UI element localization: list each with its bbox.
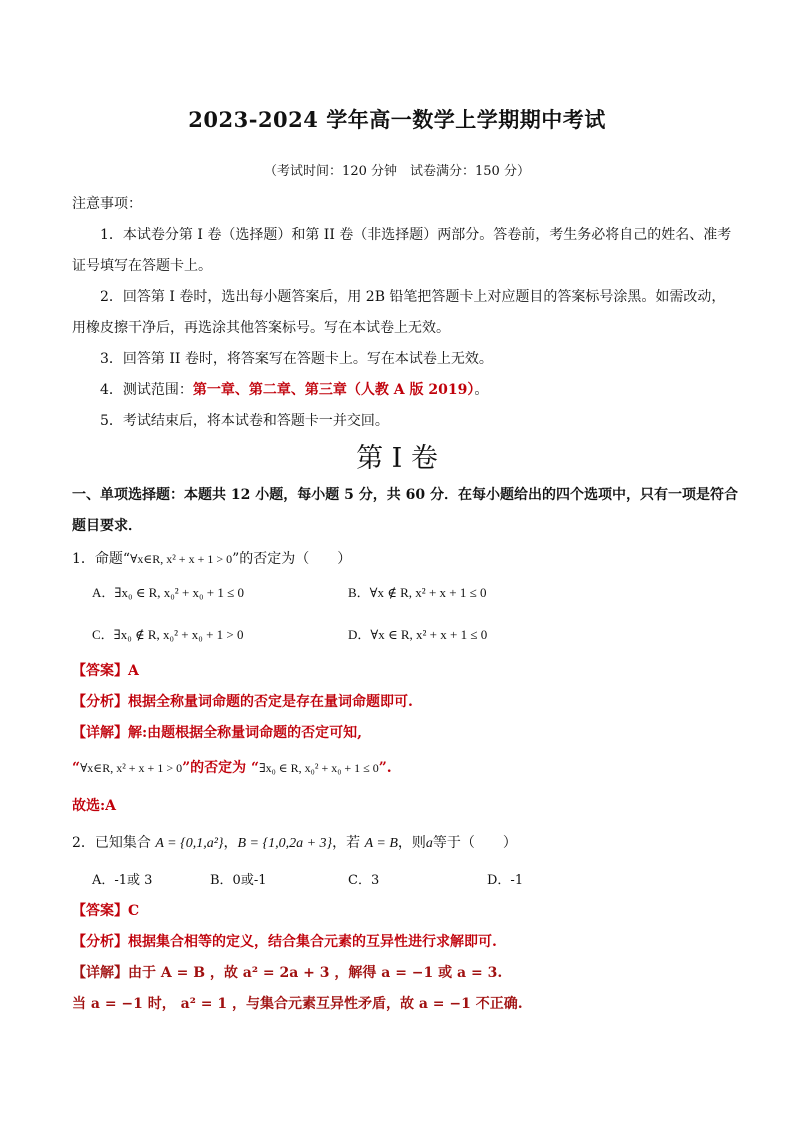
q2-stem-sep-1: ， — [223, 835, 238, 851]
q1-answer: 【答案】A — [72, 663, 139, 679]
q2-stem-sep-3: ，则 — [397, 835, 426, 851]
q1-detail-2-math-1: ∀x∈R, x² + x + 1 > 0 — [80, 761, 183, 775]
q2-option-b: B．0或-1 — [210, 873, 267, 888]
q1-detail: 【详解】解:由题根据全称量词命题的否定可知, — [72, 725, 363, 741]
notice-heading: 注意事项： — [72, 196, 142, 212]
q2-detail-2: 当 a = −1 时， a² = 1 ，与集合元素互异性矛盾，故 a = −1 不正确. — [72, 996, 523, 1012]
notice-item-4-prefix: 4．测试范围： — [100, 382, 193, 398]
q1-stem — [72, 548, 724, 568]
q2-variable: a — [425, 836, 433, 851]
q2-detail-1: 【详解】由于 A = B ，故 a² = 2a + 3 ，解得 a = −1 或 a = 3. — [72, 965, 503, 981]
page-title: 2023-2024 学年高一数学上学期期中考试 — [188, 107, 606, 132]
q2-option-a: A．-1或 3 — [92, 873, 153, 888]
notice-item-2-line-2: 用橡皮擦干净后，再选涂其他答案标号。写在本试卷上无效。 — [72, 320, 450, 336]
notice-item-3: 3．回答第 II 卷时，将答案写在答题卡上。写在本试卷上无效。 — [100, 351, 493, 367]
q1-stem-text: 1．命题“ — [72, 551, 131, 567]
q1-option-a: A．∃x₀ ∈ R, x₀² + x₀ + 1 ≤ 0 — [92, 585, 245, 600]
notice-item-2-line-1: 2．回答第 I 卷时，选出每小题答案后，用 2B 铅笔把答题卡上对应题目的答案标号涂黑。如需改动， — [100, 289, 726, 305]
q1-option-d: D．∀x ∈ R, x² + x + 1 ≤ 0 — [348, 627, 488, 642]
section-1-heading-line-2: 题目要求． — [72, 518, 142, 534]
section-1-heading-line-1: 一、单项选择题：本题共 12 小题，每小题 5 分，共 60 分．在每小题给出的四个选项中，只有一项是符合 — [72, 487, 738, 503]
notice-item-1-line-2: 证号填写在答题卡上。 — [72, 258, 212, 274]
q1-analysis: 【分析】根据全称量词命题的否定是存在量词命题即可. — [72, 694, 413, 710]
q2-stem-sep-2: ，若 — [332, 835, 365, 851]
q1-option-b: B．∀x ∉ R, x² + x + 1 ≤ 0 — [348, 585, 487, 600]
q2-stem-text: 2．已知集合 — [72, 835, 156, 851]
q1-detail-2-quote-close: ”. — [378, 760, 392, 776]
notice-item-1-line-1: 1．本试卷分第 I 卷（选择题）和第 II 卷（非选择题）两部分。答卷前，考生务必将自己的姓名、准考 — [100, 227, 732, 243]
notice-item-4-suffix: 。 — [474, 382, 489, 398]
q2-set-a: A = {0,1,a²} — [155, 836, 224, 851]
exam-time-info: （考试时间：120 分钟 试卷满分：150 分） — [264, 164, 530, 179]
q1-choice: 故选:A — [72, 798, 117, 814]
q2-option-c: C．3 — [348, 873, 380, 888]
q1-detail-2 — [72, 757, 724, 777]
test-scope: 第一章、第二章、第三章（人教 A 版 2019） — [192, 382, 475, 398]
q2-set-b: B = {1,0,2a + 3} — [237, 836, 333, 851]
q1-detail-2-text: ”的否定为 “ — [182, 760, 260, 776]
notice-item-5: 5．考试结束后，将本试卷和答题卡一并交回。 — [100, 413, 389, 429]
q2-option-d: D．-1 — [487, 873, 524, 888]
q1-detail-2-math-2: ∃x₀ ∈ R, x₀² + x₀ + 1 ≤ 0 — [259, 761, 379, 775]
q1-detail-2-quote-open: “ — [72, 760, 81, 776]
q2-stem — [72, 832, 724, 852]
q2-condition: A = B — [364, 836, 398, 851]
q1-stem-math: ∀x∈R, x² + x + 1 > 0 — [130, 552, 233, 566]
q1-stem-text-end: ”的否定为（ ） — [232, 551, 352, 567]
q1-option-c: C．∃x₀ ∉ R, x₀² + x₀ + 1 > 0 — [92, 627, 244, 642]
volume-heading: 第 I 卷 — [356, 443, 438, 474]
q2-analysis: 【分析】根据集合相等的定义，结合集合元素的互异性进行求解即可. — [72, 934, 497, 950]
notice-item-4 — [100, 379, 724, 399]
q2-stem-end: 等于（ ） — [432, 835, 517, 851]
q2-answer: 【答案】C — [72, 903, 140, 919]
